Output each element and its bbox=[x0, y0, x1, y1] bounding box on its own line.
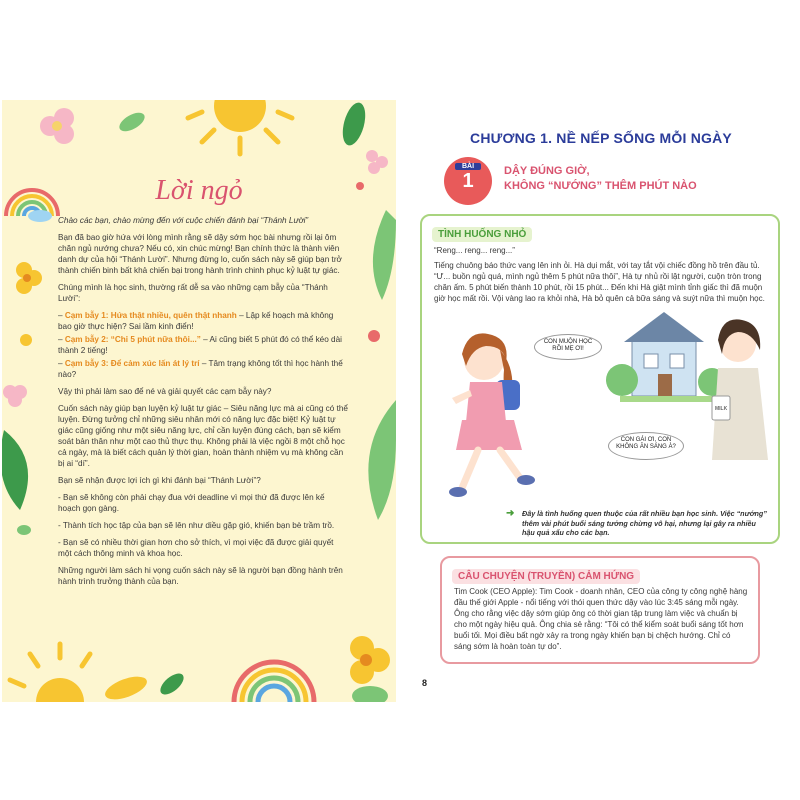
story-text: Tiếng chuông báo thức vang lên inh ỏi. Hà dụi mắt, với tay tắt vội chiếc đồng hồ trên đầu tủ. “Ư... buồn ngủ quá, mình ngủ thêm 5 phút nữa thôi”, Hà tự nhủ rồi lật người, cuộn tròn trong chăn ấm. 5 phút biến thành 10 phút, rồi 15 phút... Đến khi Hà giật mình tỉnh giấc thì đã muộn giờ học mất rồi. Vội vàng lao ra khỏi nhà, Hà bỏ quên cả bữa sáng và suýt nữa thì muộn học. bbox=[434, 261, 765, 303]
trap-item: – Cạm bẫy 1: Hứa thật nhiều, quên thật nhanh – Lập kế hoạch mà không bao giờ thực hiện? Sai lầm kinh điển! bbox=[58, 311, 334, 331]
leaf-icon bbox=[157, 670, 187, 699]
right-page bbox=[404, 100, 798, 702]
benefit-item: - Bạn sẽ không còn phải chạy đua với deadline vì mọi thứ đã được lên kế hoạch gọn gàng. bbox=[58, 493, 325, 513]
arrow-icon: ➜ bbox=[506, 508, 515, 519]
situation-note: Đây là tình huống quen thuộc của rất nhiều bạn học sinh. Việc “nướng” thêm vài phút buổi sáng tưởng chừng vô hại, nhưng lại gây ra nhiều hậu quả xấu cho các bạn. bbox=[522, 509, 767, 537]
sound-line: “Reng... reng... reng...” bbox=[434, 246, 515, 255]
leaf-icon bbox=[116, 109, 147, 135]
trap-text: – Tâm trạng không tốt thì học hành thế nào? bbox=[58, 359, 343, 379]
cloud-icon bbox=[28, 210, 52, 222]
badge-label: BÀI bbox=[455, 163, 481, 170]
flower-icon bbox=[16, 262, 42, 294]
house-illustration bbox=[606, 312, 726, 402]
benefit-item: - Thành tích học tập của bạn sẽ lên như diều gặp gió, khiến bạn bè trầm trồ. bbox=[58, 521, 335, 530]
paragraph: Bạn sẽ nhận được lợi ích gì khi đánh bại “Thánh Lười”? bbox=[58, 476, 261, 485]
paragraph: Những người làm sách hi vọng cuốn sách này sẽ là người bạn đồng hành trên hành trình trưởng thành của bạn. bbox=[58, 566, 343, 586]
speech-bubble-mother: CON GÁI ƠI, CON KHÔNG ĂN SÁNG À? bbox=[608, 432, 684, 460]
left-page bbox=[2, 100, 396, 702]
trap-item: – Cạm bẫy 2: “Chỉ 5 phút nữa thôi...” – Ai cũng biết 5 phút đó có thể kéo dài thành 2 tiếng! bbox=[58, 335, 342, 355]
sun-icon bbox=[10, 644, 90, 702]
leaf-icon bbox=[2, 430, 28, 510]
trap-item: – Cạm bẫy 3: Để cảm xúc lấn át lý trí – Tâm trạng không tốt thì học hành thế nào? bbox=[58, 359, 343, 379]
chapter-title: CHƯƠNG 1. NỀ NẾP SỐNG MỖI NGÀY bbox=[470, 130, 732, 146]
trap-text: – Lập kế hoạch mà không bao giờ thực hiện? Sai lầm kinh điển! bbox=[58, 311, 334, 331]
trap-title: Cạm bẫy 2: “Chỉ 5 phút nữa thôi...” bbox=[64, 335, 201, 344]
situation-box bbox=[420, 214, 780, 544]
dot-icon bbox=[20, 334, 32, 346]
milk-label: MILK bbox=[715, 406, 728, 412]
leaf-icon bbox=[339, 100, 370, 148]
flower-icon bbox=[3, 385, 27, 407]
leaf-icon bbox=[352, 686, 388, 702]
leaf-icon bbox=[102, 672, 150, 702]
preface-title: Lời ngỏ bbox=[155, 175, 243, 206]
trap-title: Cạm bẫy 3: Để cảm xúc lấn át lý trí bbox=[64, 359, 200, 368]
leaf-icon bbox=[368, 400, 396, 520]
lesson-badge bbox=[444, 157, 492, 205]
paragraph: Vậy thì phải làm sao để né và giải quyết các cạm bẫy này? bbox=[58, 387, 272, 396]
dot-icon bbox=[368, 330, 380, 342]
story-illustration bbox=[422, 310, 778, 510]
inspiration-text: Tim Cook (CEO Apple): Tim Cook - doanh nhân, CEO của công ty công nghệ hàng đầu thế giới Apple - nổi tiếng với thói quen thức dậy vào lúc 3:45 sáng mỗi ngày. Ông cho rằng việc dậy sớm giúp ông có thời gian tập trung làm việc và chuẩn bị cho một ngày hiệu quả. Ông chia sẻ rằng: “Tôi có thể kiểm soát buổi sáng tốt hơn buổi tối. Mọi điều bất ngờ xảy ra trong ngày khiến bạn bị chệch hướng. Chỉ có sáng sớm là hoàn toàn tự do”. bbox=[454, 587, 748, 651]
flower-icon bbox=[40, 108, 74, 144]
lesson-title-line: KHÔNG “NƯỚNG” THÊM PHÚT NÀO bbox=[504, 180, 697, 192]
fern-icon bbox=[373, 210, 396, 300]
sun-icon bbox=[188, 100, 292, 154]
speech-bubble-girl: CON MUỘN HỌC RỒI MẸ ƠI! bbox=[534, 334, 602, 360]
paragraph: Cuốn sách này giúp bạn luyện kỷ luật tự giác – Siêu năng lực mà ai cũng có thể luyện. Đừng tưởng chỉ những siêu nhân mới có năng lực đặc biệt! Kỷ luật tự giác cũng giống như một siêu năng lực, chỉ cần luyện đúng cách, bạn sẽ kiểm soát bản thân như một cao thủ thực thụ. Không phải là việc ngồi 8 một chỗ học cả ngày, mà là biết cách quản lý thời gian, hoàn thành nhiệm vụ mà không cần bị ai “dí”. bbox=[58, 404, 348, 468]
flower-icon bbox=[350, 636, 390, 684]
flower-icon bbox=[366, 150, 388, 174]
paragraph: Bạn đã bao giờ hứa với lòng mình rằng sẽ dậy sớm học bài nhưng rồi lại ôm chăn ngủ nướng chưa? Nếu có, xin chúc mừng! Bạn chính thức là thành viên danh dự của hội “Thánh Lười”. Nhưng đừng lo, cuốn sách này sẽ giúp bạn trở thành chiến binh bất khả chiến bại trong hành trình chinh phục kỷ luật tự giác. bbox=[58, 233, 342, 275]
section-label: CÂU CHUYỆN (TRUYỀN) CẢM HỨNG bbox=[452, 569, 640, 584]
running-girl-illustration bbox=[449, 333, 535, 497]
mother-illustration bbox=[712, 319, 768, 460]
trap-text: – Ai cũng biết 5 phút đó có thể kéo dài thành 2 tiếng! bbox=[58, 335, 342, 355]
rainbow-icon bbox=[234, 662, 314, 702]
benefit-item: - Bạn sẽ có nhiều thời gian hơn cho sở thích, vì mọi việc đã được giải quyết một cách thông minh và khoa học. bbox=[58, 538, 334, 558]
lesson-title-line: DẬY ĐÚNG GIỜ, bbox=[504, 165, 590, 177]
preface-body bbox=[58, 215, 348, 593]
badge-number: 1 bbox=[462, 170, 474, 192]
section-label: TÌNH HUỐNG NHỎ bbox=[432, 227, 532, 242]
leaf-icon bbox=[17, 525, 31, 535]
lesson-title bbox=[504, 164, 754, 194]
trap-title: Cạm bẫy 1: Hứa thật nhiều, quên thật nhanh bbox=[64, 311, 237, 320]
inspiration-box bbox=[440, 556, 760, 664]
page-number: 8 bbox=[422, 678, 428, 688]
paragraph: Chúng mình là học sinh, thường rất dễ sa vào những cạm bẫy của “Thánh Lười”: bbox=[58, 283, 328, 303]
greeting: Chào các bạn, chào mừng đến với cuộc chiến đánh bại “Thánh Lười” bbox=[58, 216, 309, 225]
